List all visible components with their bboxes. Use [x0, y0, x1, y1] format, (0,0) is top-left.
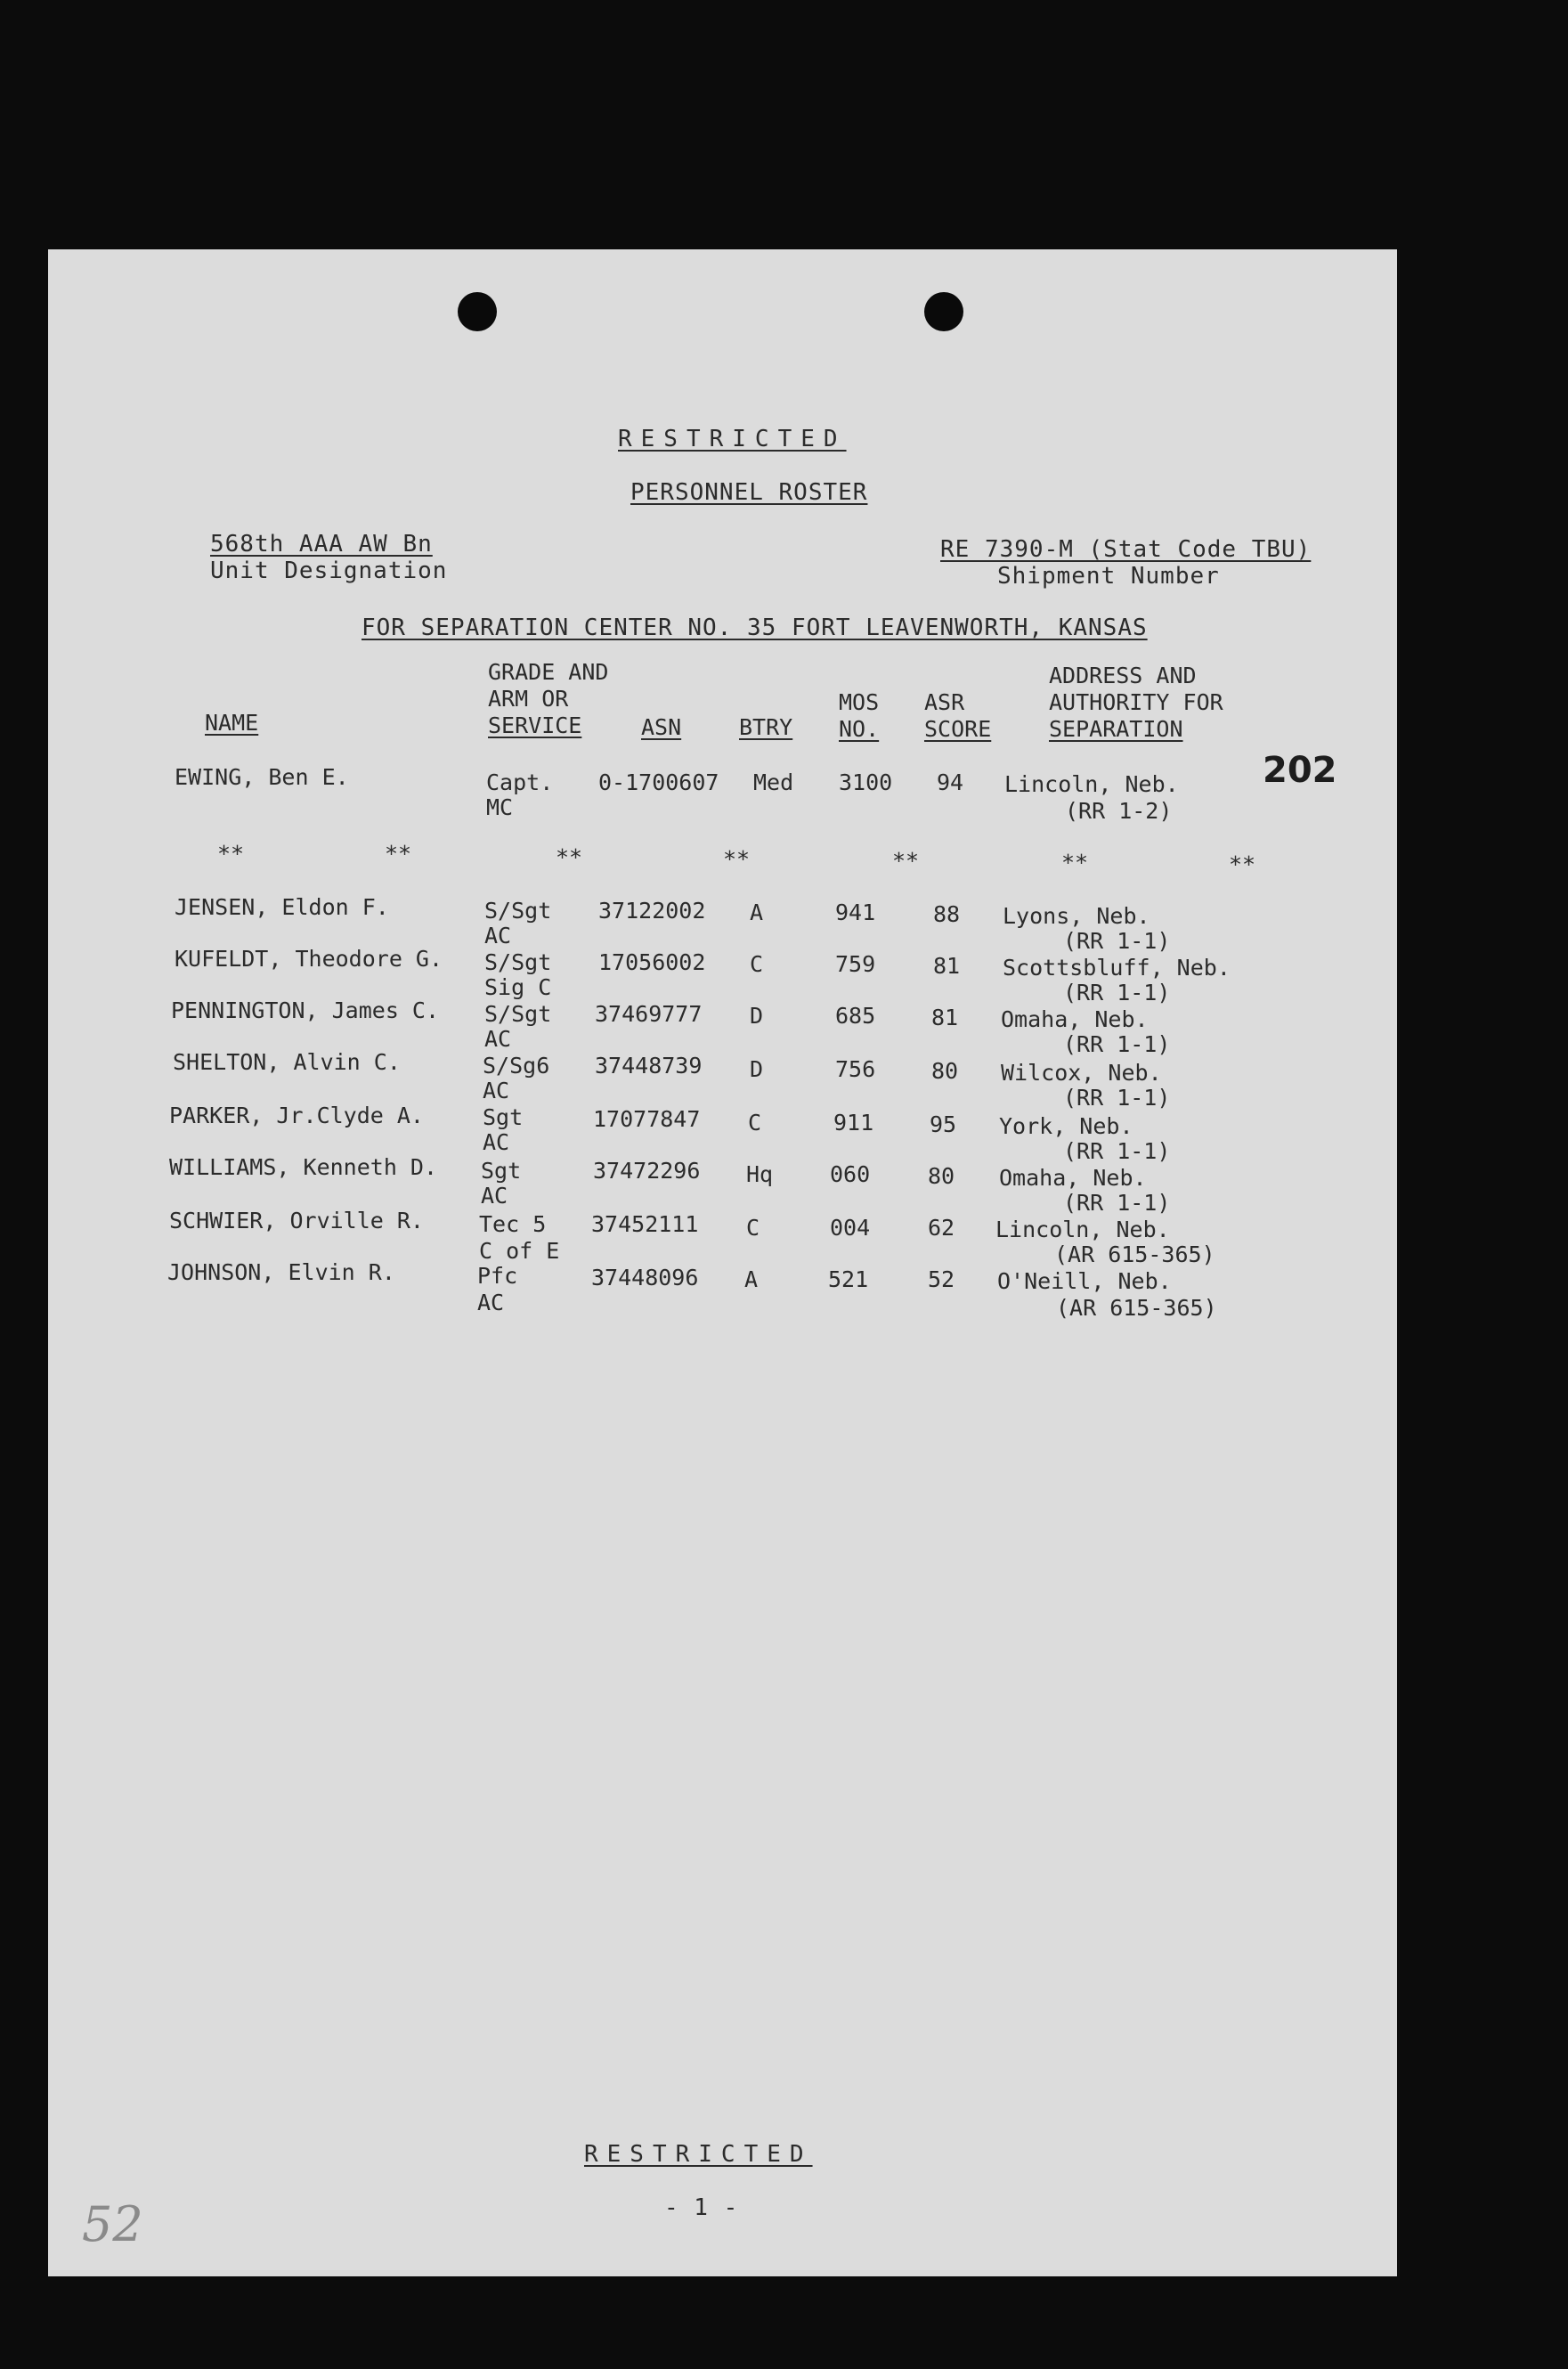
separator-mark: ** [892, 848, 920, 874]
classification-header: RESTRICTED [618, 426, 847, 452]
separator-mark: ** [556, 844, 583, 870]
cell-authority: (RR 1-1) [1063, 1031, 1171, 1057]
header-asn: ASN [641, 714, 682, 740]
cell-name: JOHNSON, Elvin R. [167, 1259, 395, 1285]
cell-mos: 941 [835, 900, 876, 925]
cell-name: PENNINGTON, James C. [171, 997, 440, 1023]
cell-grade: S/Sgt [484, 1001, 552, 1027]
header-mos-line2: NO. [839, 716, 880, 742]
cell-service: AC [483, 1078, 510, 1103]
header-mos-line1: MOS [839, 689, 880, 715]
cell-address: Lincoln, Neb. [1004, 771, 1179, 797]
cell-name: EWING, Ben E. [175, 764, 349, 790]
cell-asn: 17077847 [593, 1106, 701, 1132]
unit-designation: 568th AAA AW Bn [210, 531, 433, 558]
cell-name: SCHWIER, Orville R. [169, 1208, 424, 1233]
cell-authority: (AR 615-365) [1054, 1241, 1215, 1267]
cell-mos: 685 [835, 1003, 876, 1029]
cell-address: Lincoln, Neb. [995, 1217, 1170, 1242]
cell-address: Lyons, Neb. [1003, 903, 1150, 929]
header-grade-line2: ARM OR [488, 686, 569, 712]
cell-btry: D [750, 1056, 764, 1082]
cell-authority: (RR 1-1) [1063, 1138, 1171, 1164]
cell-btry: A [750, 900, 764, 925]
cell-service: AC [481, 1183, 508, 1209]
cell-mos: 756 [835, 1056, 876, 1082]
cell-btry: A [744, 1266, 759, 1292]
cell-service: Sig C [484, 974, 552, 1000]
cell-grade: Sgt [483, 1104, 524, 1130]
cell-name: WILLIAMS, Kenneth D. [169, 1154, 438, 1180]
cell-mos: 911 [833, 1110, 874, 1136]
cell-grade: S/Sgt [484, 949, 552, 975]
form-title: PERSONNEL ROSTER [630, 479, 868, 506]
cell-asr: 80 [928, 1163, 955, 1189]
cell-btry: C [746, 1215, 760, 1241]
cell-grade: Capt. [486, 769, 554, 795]
cell-service: AC [484, 1026, 512, 1052]
cell-asr: 80 [931, 1058, 959, 1084]
cell-address: Scottsbluff, Neb. [1003, 955, 1231, 981]
cell-asr: 94 [937, 769, 964, 795]
cell-btry: C [750, 951, 764, 977]
cell-mos: 3100 [839, 769, 893, 795]
cell-asn: 37448096 [591, 1265, 699, 1290]
cell-asr: 88 [933, 901, 961, 927]
cell-asn: 37122002 [598, 898, 706, 924]
cell-btry: C [748, 1110, 762, 1136]
cell-authority: (RR 1-1) [1063, 1190, 1171, 1216]
shipment-number-label: Shipment Number [997, 563, 1220, 590]
cell-address: Wilcox, Neb. [1001, 1060, 1162, 1086]
header-address-line2: AUTHORITY FOR [1049, 689, 1223, 715]
classification-footer: RESTRICTED [584, 2141, 813, 2168]
header-address-line1: ADDRESS AND [1049, 663, 1197, 688]
cell-btry: Med [753, 769, 794, 795]
cell-grade: Tec 5 [479, 1211, 547, 1237]
cell-name: KUFELDT, Theodore G. [175, 946, 443, 972]
header-asr-line1: ASR [924, 689, 965, 715]
separator-mark: ** [385, 841, 412, 867]
header-grade-line3: SERVICE [488, 712, 582, 738]
cell-btry: D [750, 1003, 764, 1029]
cell-mos: 060 [830, 1161, 871, 1187]
header-asr-line2: SCORE [924, 716, 992, 742]
header-grade-line1: GRADE AND [488, 659, 609, 685]
cell-authority: (RR 1-1) [1063, 928, 1171, 954]
separator-mark: ** [723, 846, 751, 872]
cell-mos: 759 [835, 951, 876, 977]
separator-mark: ** [217, 841, 245, 867]
cell-asr: 95 [930, 1111, 957, 1137]
cell-service: MC [486, 794, 514, 820]
cell-asr: 81 [933, 953, 961, 979]
header-btry: BTRY [739, 714, 793, 740]
shipment-number: RE 7390-M (Stat Code TBU) [940, 536, 1312, 563]
cell-authority: (RR 1-1) [1063, 1085, 1171, 1111]
cell-asn: 0-1700607 [598, 769, 719, 795]
cell-asn: 17056002 [598, 949, 706, 975]
cell-grade: S/Sgt [484, 898, 552, 924]
page-number: - 1 - [664, 2194, 739, 2221]
cell-service: AC [484, 923, 512, 948]
stamped-number: 202 [1263, 750, 1337, 791]
cell-service: AC [477, 1290, 505, 1315]
cell-asn: 37448739 [595, 1053, 703, 1079]
cell-asn: 37469777 [595, 1001, 703, 1027]
cell-mos: 004 [830, 1215, 871, 1241]
header-address-line3: SEPARATION [1049, 716, 1183, 742]
cell-asn: 37452111 [591, 1211, 699, 1237]
cell-grade: S/Sg6 [483, 1053, 550, 1079]
punch-hole [924, 292, 963, 331]
cell-asr: 81 [931, 1005, 959, 1030]
unit-designation-label: Unit Designation [210, 558, 448, 584]
pencil-note: 52 [82, 2196, 143, 2252]
cell-name: PARKER, Jr.Clyde A. [169, 1103, 424, 1128]
cell-name: JENSEN, Eldon F. [175, 894, 389, 920]
cell-address: Omaha, Neb. [1001, 1006, 1149, 1032]
cell-grade: Pfc [477, 1263, 518, 1289]
cell-service: AC [483, 1129, 510, 1155]
cell-address: York, Neb. [999, 1113, 1133, 1139]
cell-address: O'Neill, Neb. [997, 1268, 1172, 1294]
header-name: NAME [205, 710, 259, 736]
cell-mos: 521 [828, 1266, 869, 1292]
cell-service: C of E [479, 1238, 560, 1264]
punch-hole [458, 292, 497, 331]
cell-grade: Sgt [481, 1158, 522, 1184]
cell-authority: (RR 1-2) [1065, 798, 1173, 824]
cell-authority: (RR 1-1) [1063, 980, 1171, 1005]
cell-btry: Hq [746, 1161, 774, 1187]
separator-mark: ** [1061, 850, 1089, 875]
cell-asn: 37472296 [593, 1158, 701, 1184]
separator-mark: ** [1229, 851, 1256, 877]
cell-asr: 52 [928, 1266, 955, 1292]
destination: FOR SEPARATION CENTER NO. 35 FORT LEAVENWORTH, KANSAS [362, 615, 1148, 641]
cell-name: SHELTON, Alvin C. [173, 1049, 401, 1075]
cell-address: Omaha, Neb. [999, 1165, 1147, 1191]
cell-asr: 62 [928, 1215, 955, 1241]
cell-authority: (AR 615-365) [1056, 1295, 1217, 1321]
